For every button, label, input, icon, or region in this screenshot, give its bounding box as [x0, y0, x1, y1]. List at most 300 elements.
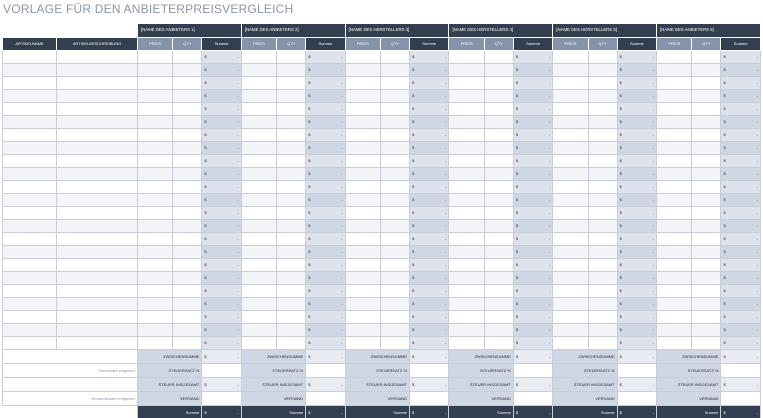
preis-cell[interactable]	[138, 285, 173, 298]
preis-cell[interactable]	[553, 155, 588, 168]
preis-cell[interactable]	[657, 311, 692, 324]
qty-cell[interactable]	[380, 311, 409, 324]
qty-cell[interactable]	[692, 337, 721, 350]
preis-cell[interactable]	[657, 324, 692, 337]
preis-cell[interactable]	[345, 194, 380, 207]
qty-cell[interactable]	[277, 298, 306, 311]
qty-cell[interactable]	[173, 51, 202, 64]
preis-cell[interactable]	[241, 181, 276, 194]
preis-cell[interactable]	[449, 194, 484, 207]
qty-cell[interactable]	[692, 272, 721, 285]
qty-cell[interactable]	[588, 116, 617, 129]
artikelname-cell[interactable]	[3, 207, 57, 220]
qty-cell[interactable]	[692, 142, 721, 155]
preis-cell[interactable]	[138, 168, 173, 181]
artikelbeschreibung-cell[interactable]	[57, 259, 138, 272]
preis-cell[interactable]	[345, 155, 380, 168]
preis-cell[interactable]	[657, 90, 692, 103]
preis-cell[interactable]	[657, 194, 692, 207]
preis-cell[interactable]	[241, 51, 276, 64]
preis-cell[interactable]	[138, 77, 173, 90]
preis-cell[interactable]	[345, 207, 380, 220]
preis-cell[interactable]	[241, 311, 276, 324]
footer-value-steuersatz[interactable]	[306, 364, 345, 378]
qty-cell[interactable]	[692, 324, 721, 337]
qty-cell[interactable]	[692, 155, 721, 168]
preis-cell[interactable]	[345, 116, 380, 129]
qty-cell[interactable]	[692, 259, 721, 272]
qty-cell[interactable]	[484, 194, 513, 207]
artikelbeschreibung-cell[interactable]	[57, 142, 138, 155]
qty-cell[interactable]	[692, 311, 721, 324]
artikelbeschreibung-cell[interactable]	[57, 51, 138, 64]
qty-cell[interactable]	[588, 181, 617, 194]
qty-cell[interactable]	[588, 324, 617, 337]
qty-cell[interactable]	[277, 129, 306, 142]
qty-cell[interactable]	[380, 116, 409, 129]
artikelbeschreibung-cell[interactable]	[57, 324, 138, 337]
qty-cell[interactable]	[173, 194, 202, 207]
qty-cell[interactable]	[692, 116, 721, 129]
preis-cell[interactable]	[449, 246, 484, 259]
qty-cell[interactable]	[692, 207, 721, 220]
qty-cell[interactable]	[173, 285, 202, 298]
preis-cell[interactable]	[138, 51, 173, 64]
preis-cell[interactable]	[138, 142, 173, 155]
preis-cell[interactable]	[657, 168, 692, 181]
qty-cell[interactable]	[484, 246, 513, 259]
preis-cell[interactable]	[553, 51, 588, 64]
qty-cell[interactable]	[588, 77, 617, 90]
preis-cell[interactable]	[657, 259, 692, 272]
preis-cell[interactable]	[449, 337, 484, 350]
preis-cell[interactable]	[241, 103, 276, 116]
preis-cell[interactable]	[241, 298, 276, 311]
qty-cell[interactable]	[277, 181, 306, 194]
qty-cell[interactable]	[173, 233, 202, 246]
preis-cell[interactable]	[553, 90, 588, 103]
preis-cell[interactable]	[345, 51, 380, 64]
artikelbeschreibung-cell[interactable]	[57, 298, 138, 311]
preis-cell[interactable]	[449, 272, 484, 285]
preis-cell[interactable]	[553, 181, 588, 194]
artikelbeschreibung-cell[interactable]	[57, 272, 138, 285]
preis-cell[interactable]	[657, 142, 692, 155]
qty-cell[interactable]	[692, 194, 721, 207]
qty-cell[interactable]	[173, 246, 202, 259]
preis-cell[interactable]	[553, 311, 588, 324]
preis-cell[interactable]	[657, 51, 692, 64]
preis-cell[interactable]	[553, 194, 588, 207]
qty-cell[interactable]	[277, 220, 306, 233]
qty-cell[interactable]	[173, 311, 202, 324]
vendor-name-4[interactable]: [NAME DES HERSTELLERS 4]	[449, 24, 553, 38]
qty-cell[interactable]	[173, 220, 202, 233]
qty-cell[interactable]	[380, 233, 409, 246]
footer-value-versand[interactable]	[617, 392, 656, 406]
preis-cell[interactable]	[449, 181, 484, 194]
preis-cell[interactable]	[657, 129, 692, 142]
preis-cell[interactable]	[345, 103, 380, 116]
vendor-name-6[interactable]: [NAME DES ANBIETERS 6]	[657, 24, 761, 38]
preis-cell[interactable]	[449, 259, 484, 272]
footer-value-steuersatz[interactable]	[721, 364, 760, 378]
qty-cell[interactable]	[277, 77, 306, 90]
artikelbeschreibung-cell[interactable]	[57, 90, 138, 103]
qty-cell[interactable]	[380, 51, 409, 64]
preis-cell[interactable]	[138, 233, 173, 246]
preis-cell[interactable]	[241, 337, 276, 350]
qty-cell[interactable]	[277, 103, 306, 116]
preis-cell[interactable]	[553, 142, 588, 155]
artikelbeschreibung-cell[interactable]	[57, 194, 138, 207]
preis-cell[interactable]	[449, 142, 484, 155]
preis-cell[interactable]	[657, 246, 692, 259]
preis-cell[interactable]	[241, 220, 276, 233]
preis-cell[interactable]	[138, 90, 173, 103]
preis-cell[interactable]	[138, 272, 173, 285]
qty-cell[interactable]	[484, 129, 513, 142]
qty-cell[interactable]	[692, 233, 721, 246]
qty-cell[interactable]	[588, 51, 617, 64]
qty-cell[interactable]	[484, 220, 513, 233]
qty-cell[interactable]	[588, 259, 617, 272]
preis-cell[interactable]	[241, 285, 276, 298]
artikelbeschreibung-cell[interactable]	[57, 220, 138, 233]
preis-cell[interactable]	[553, 207, 588, 220]
preis-cell[interactable]	[553, 103, 588, 116]
qty-cell[interactable]	[277, 272, 306, 285]
artikelname-cell[interactable]	[3, 181, 57, 194]
preis-cell[interactable]	[657, 181, 692, 194]
artikelname-cell[interactable]	[3, 194, 57, 207]
vendor-name-3[interactable]: [NAME DES HERSTELLERS 3]	[345, 24, 449, 38]
preis-cell[interactable]	[657, 77, 692, 90]
qty-cell[interactable]	[484, 337, 513, 350]
preis-cell[interactable]	[241, 90, 276, 103]
qty-cell[interactable]	[588, 311, 617, 324]
qty-cell[interactable]	[173, 272, 202, 285]
qty-cell[interactable]	[484, 298, 513, 311]
preis-cell[interactable]	[553, 77, 588, 90]
preis-cell[interactable]	[241, 246, 276, 259]
preis-cell[interactable]	[241, 64, 276, 77]
preis-cell[interactable]	[345, 272, 380, 285]
preis-cell[interactable]	[345, 337, 380, 350]
artikelbeschreibung-cell[interactable]	[57, 337, 138, 350]
qty-cell[interactable]	[173, 298, 202, 311]
artikelname-cell[interactable]	[3, 272, 57, 285]
preis-cell[interactable]	[553, 259, 588, 272]
qty-cell[interactable]	[380, 103, 409, 116]
qty-cell[interactable]	[692, 103, 721, 116]
qty-cell[interactable]	[380, 324, 409, 337]
preis-cell[interactable]	[345, 129, 380, 142]
qty-cell[interactable]	[277, 90, 306, 103]
qty-cell[interactable]	[173, 64, 202, 77]
artikelbeschreibung-cell[interactable]	[57, 77, 138, 90]
qty-cell[interactable]	[484, 116, 513, 129]
qty-cell[interactable]	[692, 220, 721, 233]
qty-cell[interactable]	[173, 324, 202, 337]
preis-cell[interactable]	[241, 168, 276, 181]
vendor-name-2[interactable]: [NAME DES ANBIETERS 2]	[241, 24, 345, 38]
qty-cell[interactable]	[692, 129, 721, 142]
artikelbeschreibung-cell[interactable]	[57, 116, 138, 129]
artikelbeschreibung-cell[interactable]	[57, 64, 138, 77]
preis-cell[interactable]	[241, 116, 276, 129]
qty-cell[interactable]	[484, 259, 513, 272]
qty-cell[interactable]	[588, 155, 617, 168]
preis-cell[interactable]	[345, 77, 380, 90]
qty-cell[interactable]	[692, 246, 721, 259]
qty-cell[interactable]	[692, 298, 721, 311]
qty-cell[interactable]	[277, 337, 306, 350]
qty-cell[interactable]	[588, 298, 617, 311]
qty-cell[interactable]	[484, 155, 513, 168]
artikelname-cell[interactable]	[3, 324, 57, 337]
preis-cell[interactable]	[449, 311, 484, 324]
preis-cell[interactable]	[241, 194, 276, 207]
artikelname-cell[interactable]	[3, 129, 57, 142]
artikelname-cell[interactable]	[3, 311, 57, 324]
qty-cell[interactable]	[380, 142, 409, 155]
preis-cell[interactable]	[553, 168, 588, 181]
qty-cell[interactable]	[380, 207, 409, 220]
qty-cell[interactable]	[277, 285, 306, 298]
preis-cell[interactable]	[553, 129, 588, 142]
preis-cell[interactable]	[241, 142, 276, 155]
qty-cell[interactable]	[692, 168, 721, 181]
qty-cell[interactable]	[277, 64, 306, 77]
qty-cell[interactable]	[692, 90, 721, 103]
preis-cell[interactable]	[449, 168, 484, 181]
qty-cell[interactable]	[277, 168, 306, 181]
footer-value-versand[interactable]	[306, 392, 345, 406]
qty-cell[interactable]	[484, 272, 513, 285]
preis-cell[interactable]	[138, 116, 173, 129]
preis-cell[interactable]	[449, 220, 484, 233]
qty-cell[interactable]	[277, 51, 306, 64]
qty-cell[interactable]	[277, 155, 306, 168]
qty-cell[interactable]	[588, 285, 617, 298]
qty-cell[interactable]	[484, 90, 513, 103]
artikelbeschreibung-cell[interactable]	[57, 168, 138, 181]
qty-cell[interactable]	[380, 259, 409, 272]
qty-cell[interactable]	[484, 51, 513, 64]
qty-cell[interactable]	[588, 168, 617, 181]
artikelbeschreibung-cell[interactable]	[57, 233, 138, 246]
preis-cell[interactable]	[657, 298, 692, 311]
preis-cell[interactable]	[241, 233, 276, 246]
artikelname-cell[interactable]	[3, 233, 57, 246]
preis-cell[interactable]	[138, 324, 173, 337]
preis-cell[interactable]	[449, 298, 484, 311]
artikelname-cell[interactable]	[3, 116, 57, 129]
footer-value-versand[interactable]	[202, 392, 241, 406]
qty-cell[interactable]	[484, 207, 513, 220]
preis-cell[interactable]	[241, 207, 276, 220]
footer-value-steuersatz[interactable]	[410, 364, 449, 378]
footer-value-versand[interactable]	[410, 392, 449, 406]
preis-cell[interactable]	[138, 103, 173, 116]
preis-cell[interactable]	[241, 259, 276, 272]
footer-value-steuersatz[interactable]	[202, 364, 241, 378]
preis-cell[interactable]	[449, 155, 484, 168]
qty-cell[interactable]	[380, 64, 409, 77]
preis-cell[interactable]	[449, 207, 484, 220]
preis-cell[interactable]	[553, 220, 588, 233]
artikelname-cell[interactable]	[3, 51, 57, 64]
qty-cell[interactable]	[484, 285, 513, 298]
preis-cell[interactable]	[553, 324, 588, 337]
qty-cell[interactable]	[173, 181, 202, 194]
qty-cell[interactable]	[173, 259, 202, 272]
qty-cell[interactable]	[380, 298, 409, 311]
artikelname-cell[interactable]	[3, 259, 57, 272]
qty-cell[interactable]	[588, 220, 617, 233]
qty-cell[interactable]	[484, 64, 513, 77]
artikelbeschreibung-cell[interactable]	[57, 246, 138, 259]
qty-cell[interactable]	[173, 77, 202, 90]
preis-cell[interactable]	[449, 51, 484, 64]
preis-cell[interactable]	[138, 181, 173, 194]
preis-cell[interactable]	[553, 337, 588, 350]
preis-cell[interactable]	[138, 311, 173, 324]
preis-cell[interactable]	[345, 168, 380, 181]
qty-cell[interactable]	[277, 207, 306, 220]
preis-cell[interactable]	[657, 285, 692, 298]
preis-cell[interactable]	[138, 259, 173, 272]
qty-cell[interactable]	[484, 168, 513, 181]
artikelname-cell[interactable]	[3, 103, 57, 116]
artikelname-cell[interactable]	[3, 142, 57, 155]
preis-cell[interactable]	[657, 116, 692, 129]
qty-cell[interactable]	[277, 311, 306, 324]
qty-cell[interactable]	[277, 324, 306, 337]
qty-cell[interactable]	[588, 64, 617, 77]
qty-cell[interactable]	[588, 194, 617, 207]
preis-cell[interactable]	[345, 246, 380, 259]
preis-cell[interactable]	[345, 90, 380, 103]
qty-cell[interactable]	[380, 194, 409, 207]
preis-cell[interactable]	[345, 285, 380, 298]
artikelbeschreibung-cell[interactable]	[57, 207, 138, 220]
qty-cell[interactable]	[380, 220, 409, 233]
preis-cell[interactable]	[553, 298, 588, 311]
preis-cell[interactable]	[553, 233, 588, 246]
qty-cell[interactable]	[277, 246, 306, 259]
qty-cell[interactable]	[277, 194, 306, 207]
preis-cell[interactable]	[345, 181, 380, 194]
preis-cell[interactable]	[138, 64, 173, 77]
qty-cell[interactable]	[277, 142, 306, 155]
preis-cell[interactable]	[449, 90, 484, 103]
footer-value-versand[interactable]	[721, 392, 760, 406]
artikelname-cell[interactable]	[3, 90, 57, 103]
qty-cell[interactable]	[380, 272, 409, 285]
preis-cell[interactable]	[449, 233, 484, 246]
preis-cell[interactable]	[345, 259, 380, 272]
qty-cell[interactable]	[173, 116, 202, 129]
qty-cell[interactable]	[380, 77, 409, 90]
vendor-name-5[interactable]: [NAME DES HERSTELLERS 5]	[553, 24, 657, 38]
qty-cell[interactable]	[380, 246, 409, 259]
qty-cell[interactable]	[173, 129, 202, 142]
preis-cell[interactable]	[449, 64, 484, 77]
preis-cell[interactable]	[241, 155, 276, 168]
qty-cell[interactable]	[588, 337, 617, 350]
qty-cell[interactable]	[692, 64, 721, 77]
preis-cell[interactable]	[657, 220, 692, 233]
qty-cell[interactable]	[588, 142, 617, 155]
footer-value-steuersatz[interactable]	[617, 364, 656, 378]
artikelname-cell[interactable]	[3, 168, 57, 181]
preis-cell[interactable]	[138, 155, 173, 168]
artikelbeschreibung-cell[interactable]	[57, 129, 138, 142]
preis-cell[interactable]	[657, 337, 692, 350]
qty-cell[interactable]	[173, 90, 202, 103]
preis-cell[interactable]	[138, 298, 173, 311]
artikelbeschreibung-cell[interactable]	[57, 311, 138, 324]
qty-cell[interactable]	[692, 77, 721, 90]
qty-cell[interactable]	[380, 155, 409, 168]
preis-cell[interactable]	[657, 207, 692, 220]
artikelname-cell[interactable]	[3, 220, 57, 233]
preis-cell[interactable]	[138, 207, 173, 220]
qty-cell[interactable]	[588, 246, 617, 259]
preis-cell[interactable]	[138, 337, 173, 350]
preis-cell[interactable]	[553, 285, 588, 298]
qty-cell[interactable]	[380, 129, 409, 142]
preis-cell[interactable]	[138, 220, 173, 233]
qty-cell[interactable]	[173, 142, 202, 155]
preis-cell[interactable]	[138, 246, 173, 259]
preis-cell[interactable]	[657, 155, 692, 168]
qty-cell[interactable]	[484, 324, 513, 337]
preis-cell[interactable]	[449, 324, 484, 337]
qty-cell[interactable]	[484, 181, 513, 194]
qty-cell[interactable]	[277, 233, 306, 246]
artikelname-cell[interactable]	[3, 298, 57, 311]
artikelbeschreibung-cell[interactable]	[57, 181, 138, 194]
preis-cell[interactable]	[241, 324, 276, 337]
qty-cell[interactable]	[277, 116, 306, 129]
qty-cell[interactable]	[484, 142, 513, 155]
qty-cell[interactable]	[380, 337, 409, 350]
preis-cell[interactable]	[449, 77, 484, 90]
preis-cell[interactable]	[345, 233, 380, 246]
preis-cell[interactable]	[241, 129, 276, 142]
qty-cell[interactable]	[380, 90, 409, 103]
qty-cell[interactable]	[173, 103, 202, 116]
preis-cell[interactable]	[553, 64, 588, 77]
artikelbeschreibung-cell[interactable]	[57, 155, 138, 168]
qty-cell[interactable]	[588, 90, 617, 103]
qty-cell[interactable]	[484, 103, 513, 116]
qty-cell[interactable]	[588, 233, 617, 246]
preis-cell[interactable]	[241, 77, 276, 90]
qty-cell[interactable]	[277, 259, 306, 272]
artikelname-cell[interactable]	[3, 155, 57, 168]
preis-cell[interactable]	[345, 298, 380, 311]
qty-cell[interactable]	[588, 207, 617, 220]
qty-cell[interactable]	[588, 272, 617, 285]
preis-cell[interactable]	[657, 272, 692, 285]
preis-cell[interactable]	[553, 246, 588, 259]
preis-cell[interactable]	[138, 129, 173, 142]
vendor-name-1[interactable]: [NAME DES ANBIETERS 1]	[138, 24, 242, 38]
